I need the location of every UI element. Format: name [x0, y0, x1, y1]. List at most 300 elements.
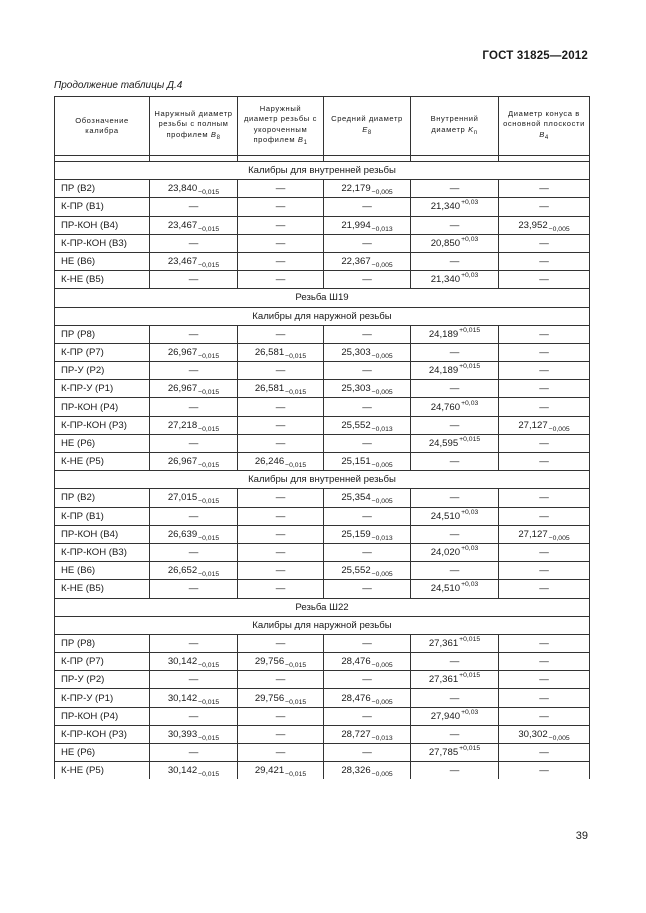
cell-value: — [362, 401, 372, 413]
value-cell [411, 416, 499, 434]
value-cell [324, 489, 411, 507]
table-row [55, 380, 590, 398]
section-row [55, 289, 590, 307]
value-cell [238, 398, 324, 416]
value-cell [499, 453, 590, 471]
lower-tolerance: −0,005 [371, 498, 393, 506]
section-row [55, 307, 590, 325]
upper-tolerance: +0,03 [461, 199, 479, 207]
value-cell [150, 453, 238, 471]
table-row [55, 271, 590, 289]
cell-value: 30,393 [167, 728, 198, 740]
cell-value: — [362, 510, 372, 522]
value-cell [411, 453, 499, 471]
cell-value: — [539, 437, 549, 449]
value-cell [324, 398, 411, 416]
value-cell [499, 653, 590, 671]
cell-value: 24,189 [428, 328, 459, 340]
table-body [55, 162, 590, 780]
value-cell [499, 362, 590, 380]
upper-tolerance: +0,03 [461, 272, 479, 280]
value-cell [150, 434, 238, 452]
cell-value: 29,421 [254, 765, 285, 777]
section-title: Калибры для внутренней резьбы [55, 162, 590, 180]
cell-value: 27,940 [430, 710, 461, 722]
value-cell [324, 543, 411, 561]
caliber-name: ПР-КОН (В4) [55, 216, 150, 234]
cell-value: 30,302 [518, 728, 548, 740]
value-cell [411, 198, 499, 216]
cell-value: 25,151 [341, 456, 371, 468]
caliber-name: К-ПР (Р7) [55, 653, 150, 671]
cell-value: — [539, 747, 549, 759]
cell-value: — [539, 183, 549, 195]
lower-tolerance: −0,015 [198, 352, 220, 360]
value-cell [324, 653, 411, 671]
cell-value: 24,189 [428, 365, 459, 377]
cell-value: — [275, 492, 286, 504]
cell-value: — [188, 401, 199, 413]
cell-value: — [188, 583, 199, 595]
value-cell [324, 180, 411, 198]
table-row [55, 489, 590, 507]
lower-tolerance: −0,015 [198, 534, 220, 542]
cell-value: 22,367 [341, 256, 371, 268]
lower-tolerance: −0,005 [371, 771, 393, 779]
cell-value: — [275, 237, 286, 249]
value-cell [324, 580, 411, 598]
value-cell [150, 180, 238, 198]
cell-value: — [449, 183, 460, 195]
cell-value: — [449, 256, 460, 268]
value-cell [411, 489, 499, 507]
cell-value: — [188, 747, 199, 759]
value-cell [499, 234, 590, 252]
table-caption: Продолжение таблицы Д.4 [54, 80, 183, 91]
cell-value: — [539, 583, 549, 595]
cell-value: 26,581 [254, 346, 285, 358]
value-cell [238, 634, 324, 652]
table-row [55, 180, 590, 198]
value-cell [499, 689, 590, 707]
caliber-name: ПР-КОН (В4) [55, 525, 150, 543]
value-cell [238, 416, 324, 434]
cell-value: 27,361 [428, 674, 459, 686]
value-cell [324, 507, 411, 525]
header-pitch-diameter: Средний диаметр $E_8$ [324, 97, 411, 156]
cell-value: — [275, 747, 286, 759]
lower-tolerance: −0,015 [198, 262, 220, 270]
cell-value: 30,142 [167, 656, 198, 668]
lower-tolerance: −0,015 [198, 734, 220, 742]
value-cell [324, 416, 411, 434]
value-cell [411, 507, 499, 525]
lower-tolerance: −0,005 [371, 571, 393, 579]
table-row [55, 252, 590, 270]
value-cell [324, 198, 411, 216]
table-row [55, 634, 590, 652]
table-row [55, 343, 590, 361]
table-row [55, 453, 590, 471]
cell-value: — [275, 583, 286, 595]
value-cell [411, 252, 499, 270]
cell-value: — [449, 383, 460, 395]
calibers-table [54, 96, 590, 779]
section-title: Калибры для внутренней резьбы [55, 471, 590, 489]
cell-value: 21,994 [341, 219, 371, 231]
cell-value: 23,840 [167, 183, 198, 195]
cell-value: — [362, 365, 372, 377]
cell-value: — [539, 674, 549, 686]
cell-value: 26,967 [167, 383, 198, 395]
table-row [55, 707, 590, 725]
cell-value: — [539, 256, 549, 268]
value-cell [238, 543, 324, 561]
table-row [55, 543, 590, 561]
cell-value: — [362, 674, 372, 686]
cell-value: 24,510 [430, 583, 461, 595]
value-cell [150, 634, 238, 652]
value-cell [150, 198, 238, 216]
cell-value: — [275, 219, 286, 231]
cell-value: — [362, 547, 372, 559]
lower-tolerance: −0,015 [285, 698, 307, 706]
lower-tolerance: −0,015 [198, 771, 220, 779]
value-cell [150, 362, 238, 380]
lower-tolerance: −0,015 [198, 389, 220, 397]
cell-value: — [449, 565, 460, 577]
lower-tolerance: −0,005 [371, 662, 393, 670]
value-cell [324, 744, 411, 762]
value-cell [150, 580, 238, 598]
value-cell [238, 252, 324, 270]
caliber-name: К-НЕ (В5) [55, 271, 150, 289]
value-cell [411, 671, 499, 689]
cell-value: 24,510 [430, 510, 461, 522]
value-cell [499, 252, 590, 270]
cell-value: — [275, 674, 286, 686]
lower-tolerance: −0,015 [198, 225, 220, 233]
section-row [55, 162, 590, 180]
value-cell [238, 180, 324, 198]
cell-value: 20,850 [430, 237, 461, 249]
caliber-name: К-ПР-КОН (В3) [55, 234, 150, 252]
cell-value: — [539, 510, 549, 522]
cell-value: — [362, 274, 372, 286]
value-cell [238, 362, 324, 380]
lower-tolerance: −0,015 [198, 662, 220, 670]
lower-tolerance: −0,015 [198, 462, 220, 470]
caliber-name: К-ПР (В1) [55, 198, 150, 216]
value-cell [150, 762, 238, 780]
cell-value: 26,967 [167, 456, 198, 468]
value-cell [324, 525, 411, 543]
cell-value: 30,142 [167, 692, 198, 704]
header-cone-diameter: Диаметр конуса в основной плоскости $B_4$ [499, 97, 590, 156]
lower-tolerance: −0,005 [371, 352, 393, 360]
value-cell [324, 634, 411, 652]
table-row [55, 562, 590, 580]
table-header-row [55, 97, 590, 156]
section-row [55, 471, 590, 489]
cell-value: — [449, 528, 460, 540]
value-cell [238, 762, 324, 780]
cell-value: — [539, 765, 549, 777]
lower-tolerance: −0,015 [285, 389, 307, 397]
value-cell [411, 543, 499, 561]
caliber-name: ПР (Р8) [55, 634, 150, 652]
cell-value: 28,727 [341, 728, 371, 740]
table-row [55, 689, 590, 707]
caliber-name: К-ПР-КОН (В3) [55, 543, 150, 561]
cell-value: 27,015 [167, 492, 198, 504]
cell-value: — [362, 637, 372, 649]
value-cell [324, 271, 411, 289]
cell-value: 27,127 [518, 419, 548, 431]
value-cell [499, 180, 590, 198]
section-row [55, 616, 590, 634]
value-cell [499, 216, 590, 234]
lower-tolerance: −0,013 [371, 734, 393, 742]
cell-value: — [449, 492, 460, 504]
cell-value: — [362, 437, 372, 449]
table-row [55, 725, 590, 743]
cell-value: — [362, 201, 372, 213]
cell-value: — [275, 419, 286, 431]
value-cell [411, 744, 499, 762]
value-cell [238, 325, 324, 343]
value-cell [238, 744, 324, 762]
cell-value: — [449, 656, 460, 668]
lower-tolerance: −0,015 [198, 498, 220, 506]
cell-value: 29,756 [254, 692, 285, 704]
value-cell [411, 380, 499, 398]
caliber-name: НЕ (Р6) [55, 744, 150, 762]
caliber-name: К-НЕ (Р5) [55, 762, 150, 780]
value-cell [324, 725, 411, 743]
cell-value: — [275, 637, 286, 649]
value-cell [411, 580, 499, 598]
cell-value: — [362, 710, 372, 722]
value-cell [324, 689, 411, 707]
value-cell [150, 543, 238, 561]
table-row [55, 198, 590, 216]
cell-value: 27,218 [167, 419, 198, 431]
cell-value: — [539, 346, 549, 358]
cell-value: — [275, 365, 286, 377]
caliber-name: К-ПР-У (Р1) [55, 689, 150, 707]
value-cell [150, 725, 238, 743]
cell-value: — [275, 274, 286, 286]
caliber-name: К-ПР-У (Р1) [55, 380, 150, 398]
cell-value: — [188, 328, 199, 340]
value-cell [411, 653, 499, 671]
cell-value: 21,340 [430, 274, 461, 286]
cell-value: 28,476 [341, 692, 371, 704]
cell-value: — [539, 692, 549, 704]
value-cell [324, 380, 411, 398]
upper-tolerance: +0,03 [461, 399, 479, 407]
value-cell [411, 762, 499, 780]
value-cell [499, 398, 590, 416]
value-cell [411, 362, 499, 380]
cell-value: — [275, 256, 286, 268]
cell-value: 25,552 [341, 419, 371, 431]
table-row [55, 362, 590, 380]
value-cell [499, 580, 590, 598]
value-cell [238, 380, 324, 398]
value-cell [150, 343, 238, 361]
cell-value: — [188, 274, 199, 286]
value-cell [238, 271, 324, 289]
table-row [55, 434, 590, 452]
caliber-name: ПР-КОН (Р4) [55, 707, 150, 725]
value-cell [238, 707, 324, 725]
table-row [55, 507, 590, 525]
cell-value: 24,760 [430, 401, 461, 413]
cell-value: 24,020 [430, 547, 461, 559]
lower-tolerance: −0,005 [371, 189, 393, 197]
value-cell [499, 380, 590, 398]
caliber-name: ПР-У (Р2) [55, 362, 150, 380]
cell-value: — [275, 728, 286, 740]
cell-value: — [362, 747, 372, 759]
table-row [55, 653, 590, 671]
page-number: 39 [575, 830, 588, 842]
cell-value: — [539, 201, 549, 213]
cell-value: — [275, 401, 286, 413]
cell-value: — [188, 237, 199, 249]
cell-value: — [275, 437, 286, 449]
value-cell [150, 744, 238, 762]
cell-value: — [275, 710, 286, 722]
cell-value: 24,595 [428, 437, 459, 449]
value-cell [238, 434, 324, 452]
lower-tolerance: −0,005 [548, 425, 570, 433]
value-cell [150, 252, 238, 270]
lower-tolerance: −0,013 [371, 534, 393, 542]
value-cell [324, 216, 411, 234]
value-cell [150, 489, 238, 507]
header-caliber-designation: Обозначение калибра [55, 97, 150, 156]
value-cell [499, 198, 590, 216]
value-cell [238, 689, 324, 707]
value-cell [238, 234, 324, 252]
cell-value: 27,127 [518, 528, 548, 540]
value-cell [238, 198, 324, 216]
value-cell [238, 453, 324, 471]
cell-value: 26,639 [167, 528, 198, 540]
value-cell [411, 689, 499, 707]
table-row [55, 762, 590, 780]
cell-value: — [539, 237, 549, 249]
caliber-name: К-ПР-КОН (Р3) [55, 416, 150, 434]
cell-value: — [449, 456, 460, 468]
caliber-name: ПР (В2) [55, 180, 150, 198]
table-row [55, 325, 590, 343]
cell-value: 28,326 [341, 765, 371, 777]
lower-tolerance: −0,005 [548, 225, 570, 233]
cell-value: 28,476 [341, 656, 371, 668]
value-cell [150, 671, 238, 689]
lower-tolerance: −0,015 [198, 189, 220, 197]
value-cell [411, 525, 499, 543]
value-cell [411, 216, 499, 234]
cell-value: 26,581 [254, 383, 285, 395]
cell-value: — [539, 492, 549, 504]
cell-value: — [188, 365, 199, 377]
caliber-name: НЕ (В6) [55, 252, 150, 270]
cell-value: — [275, 547, 286, 559]
value-cell [150, 707, 238, 725]
value-cell [499, 325, 590, 343]
value-cell [499, 744, 590, 762]
value-cell [411, 434, 499, 452]
cell-value: — [539, 710, 549, 722]
lower-tolerance: −0,005 [548, 534, 570, 542]
value-cell [411, 271, 499, 289]
table-row [55, 216, 590, 234]
caliber-name: К-ПР (Р7) [55, 343, 150, 361]
cell-value: 30,142 [167, 765, 198, 777]
upper-tolerance: +0,03 [461, 581, 479, 589]
value-cell [499, 725, 590, 743]
cell-value: 25,159 [341, 528, 371, 540]
upper-tolerance: +0,015 [459, 435, 481, 443]
cell-value: 21,340 [430, 201, 461, 213]
value-cell [150, 380, 238, 398]
caliber-name: ПР-КОН (Р4) [55, 398, 150, 416]
upper-tolerance: +0,015 [459, 672, 481, 680]
cell-value: — [188, 201, 199, 213]
value-cell [150, 416, 238, 434]
section-title: Резьба Ш19 [55, 289, 590, 307]
lower-tolerance: −0,015 [198, 571, 220, 579]
value-cell [238, 671, 324, 689]
header-outer-diameter-full: Наружный диаметр резьбы с полным профилем $B_8$ [150, 97, 238, 156]
value-cell [324, 325, 411, 343]
cell-value: — [539, 637, 549, 649]
cell-value: 26,246 [254, 456, 285, 468]
value-cell [411, 707, 499, 725]
value-cell [411, 343, 499, 361]
cell-value: 25,303 [341, 383, 371, 395]
cell-value: — [362, 583, 372, 595]
value-cell [324, 762, 411, 780]
value-cell [324, 362, 411, 380]
caliber-name: К-НЕ (Р5) [55, 453, 150, 471]
lower-tolerance: −0,013 [371, 425, 393, 433]
value-cell [499, 489, 590, 507]
table-row [55, 416, 590, 434]
cell-value: 25,552 [341, 565, 371, 577]
upper-tolerance: +0,03 [461, 235, 479, 243]
value-cell [499, 543, 590, 561]
value-cell [238, 653, 324, 671]
value-cell [499, 762, 590, 780]
caliber-name: ПР (В2) [55, 489, 150, 507]
lower-tolerance: −0,005 [371, 262, 393, 270]
value-cell [150, 562, 238, 580]
value-cell [150, 271, 238, 289]
cell-value: 27,785 [428, 747, 459, 759]
value-cell [150, 216, 238, 234]
upper-tolerance: +0,015 [459, 745, 481, 753]
value-cell [238, 580, 324, 598]
cell-value: — [449, 765, 460, 777]
value-cell [499, 271, 590, 289]
caliber-name: ПР (Р8) [55, 325, 150, 343]
